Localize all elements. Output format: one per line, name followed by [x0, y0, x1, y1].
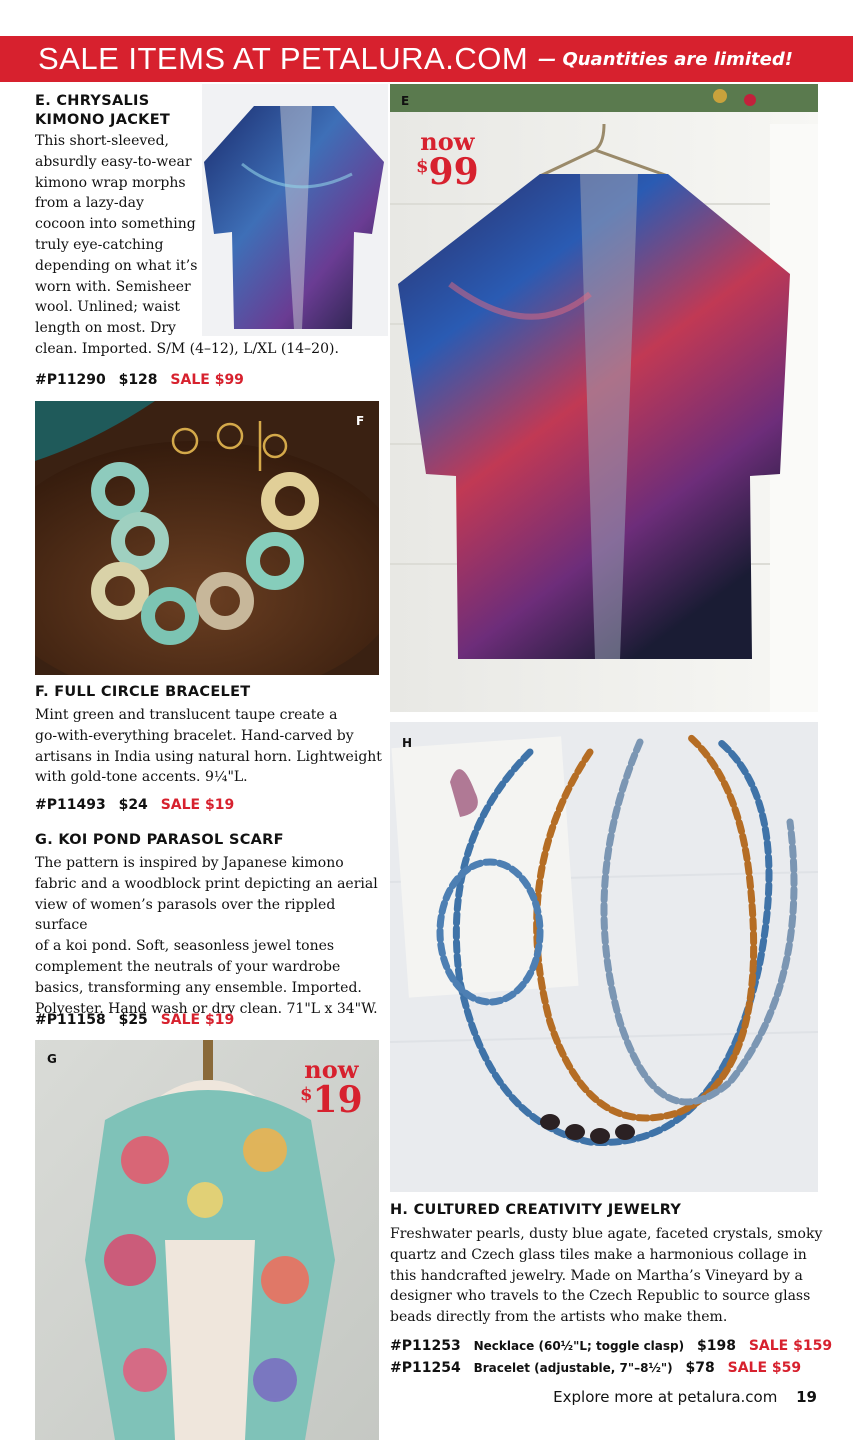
item-h-description	[390, 1224, 830, 1328]
badge-price: 19	[312, 1079, 363, 1121]
desc-line: basics, transforming any ensemble. Imported.	[35, 979, 362, 996]
desc-line: wool. Unlined; waist	[35, 299, 181, 316]
badge-currency: $	[416, 156, 429, 177]
item-e-heading	[35, 92, 170, 130]
regular-price: $198	[696, 1338, 736, 1354]
item-f-letter: F	[356, 414, 365, 428]
item-g-now-badge	[300, 1055, 363, 1121]
desc-line: absurdly easy-to-wear	[35, 153, 192, 170]
badge-currency: $	[300, 1084, 313, 1105]
desc-line: fabric and a woodblock print depicting an aerial	[35, 875, 378, 892]
badge-now: now	[420, 127, 475, 156]
item-f-description	[35, 705, 385, 788]
badge-price: 99	[428, 151, 479, 193]
product-detail: Bracelet (adjustable, 7"–8½")	[473, 1361, 673, 1375]
desc-line: Polyester. Hand wash or dry clean. 71"L x 34"W.	[35, 1000, 378, 1017]
desc-line: of a koi pond. Soft, seasonless jewel tones	[35, 938, 335, 955]
item-h-letter: H	[402, 736, 413, 750]
item-g-letter: G	[47, 1052, 57, 1066]
item-e-heading-line2: KIMONO JACKET	[35, 112, 171, 128]
desc-line: designer who travels to the Czech Republic to source glass	[390, 1288, 811, 1305]
desc-line: quartz and Czech glass tiles make a harmonious collage in	[390, 1246, 807, 1263]
desc-line: complement the neutrals of your wardrobe	[35, 958, 341, 975]
desc-line: cocoon into something	[35, 216, 196, 233]
item-g-description	[35, 853, 387, 1019]
page-footer	[553, 1388, 817, 1406]
regular-price: $78	[685, 1360, 715, 1376]
desc-line: artisans in India using natural horn. Lightweight	[35, 748, 382, 765]
item-f-price-line	[35, 797, 242, 813]
regular-price: $128	[118, 372, 158, 388]
regular-price: $24	[118, 797, 148, 813]
sale-price[interactable]: SALE $159	[748, 1338, 833, 1354]
badge-now: now	[304, 1055, 359, 1084]
item-h-necklace-price-line	[390, 1338, 840, 1354]
kimono-thumbnail-image	[202, 84, 388, 336]
sale-price[interactable]: SALE $19	[160, 797, 235, 813]
desc-line: beads directly from the artists who make them.	[390, 1309, 728, 1326]
item-e-letter: E	[401, 94, 410, 108]
desc-line: truly eye-catching	[35, 236, 164, 253]
desc-line: go-with-everything bracelet. Hand-carved by	[35, 727, 354, 744]
sku: #P11493	[35, 797, 106, 813]
sale-price[interactable]: SALE $99	[170, 372, 244, 388]
footer-link[interactable]: Explore more at petalura.com	[553, 1388, 778, 1406]
item-g-heading: G. KOI POND PARASOL SCARF	[35, 832, 284, 848]
jewelry-h-image	[390, 722, 818, 1192]
sale-price[interactable]: SALE $19	[160, 1012, 235, 1028]
page-number: 19	[796, 1388, 817, 1406]
sale-banner	[0, 36, 853, 82]
desc-line: clean. Imported. S/M (4–12), L/XL (14–20).	[35, 340, 339, 357]
sku: #P11253	[390, 1338, 461, 1354]
desc-line: this handcrafted jewelry. Made on Martha’s Vineyard by a	[390, 1267, 803, 1284]
item-h-heading: H. CULTURED CREATIVITY JEWELRY	[390, 1202, 682, 1218]
desc-line: worn with. Semisheer	[35, 278, 191, 295]
item-g-price-line	[35, 1012, 242, 1028]
desc-line: The pattern is inspired by Japanese kimono	[35, 855, 344, 871]
sku: #P11158	[35, 1012, 106, 1028]
desc-line: This short-sleeved,	[35, 133, 169, 149]
item-e-now-badge	[416, 127, 479, 193]
desc-line: view of women’s parasols over the rippled surface	[35, 896, 336, 934]
regular-price: $25	[118, 1012, 148, 1028]
desc-line: kimono wrap morphs	[35, 174, 186, 191]
desc-line: from a lazy-day	[35, 195, 144, 212]
product-detail: Necklace (60½"L; toggle clasp)	[473, 1339, 685, 1353]
desc-line: Freshwater pearls, dusty blue agate, faceted crystals, smoky	[390, 1226, 823, 1242]
bracelet-f-image	[35, 401, 379, 675]
banner-title: SALE ITEMS AT PETALURA.COM	[38, 41, 529, 76]
desc-line: length on most. Dry	[35, 320, 176, 337]
sku: #P11254	[390, 1360, 461, 1376]
sale-price[interactable]: SALE $59	[727, 1360, 802, 1376]
desc-line: Mint green and translucent taupe create a	[35, 707, 338, 723]
item-f-heading: F. FULL CIRCLE BRACELET	[35, 684, 251, 700]
sku: #P11290	[35, 372, 106, 388]
desc-line: with gold-tone accents. 9¼"L.	[35, 769, 248, 786]
banner-subtitle: — Quantities are limited!	[538, 48, 793, 70]
item-e-price-line	[35, 372, 252, 388]
item-e-heading-line1: E. CHRYSALIS	[35, 93, 150, 109]
desc-line: depending on what it’s	[35, 257, 198, 274]
item-h-bracelet-price-line	[390, 1360, 809, 1376]
